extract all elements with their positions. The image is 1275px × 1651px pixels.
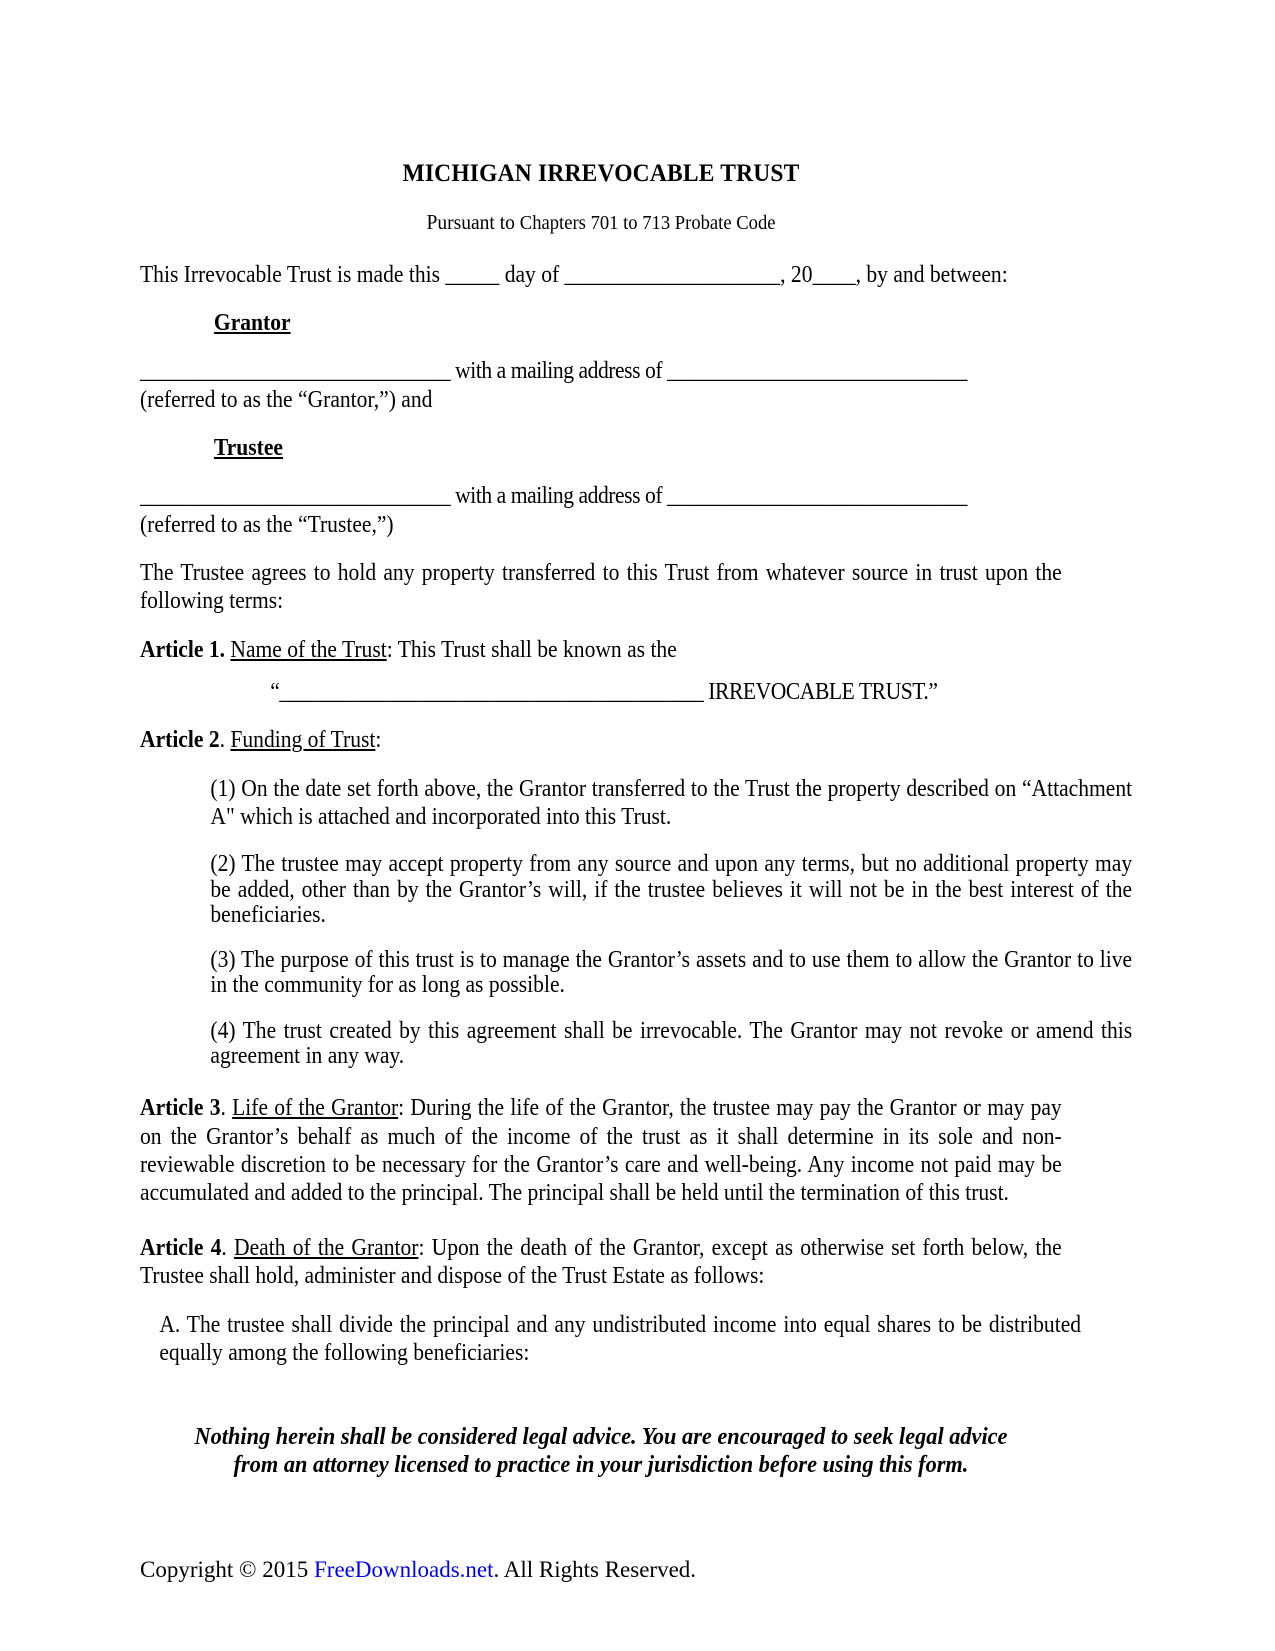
article-2-topic: Funding of Trust <box>230 726 376 754</box>
article-2-label-tail: . <box>219 726 226 754</box>
intro-paragraph: This Irrevocable Trust is made this _____ day of ____________________, 20____, by and between: <box>140 261 1008 288</box>
article-1-label: Article 1. <box>140 635 226 663</box>
article-2-item-3: (3) The purpose of this trust is to manage the Grantor’s assets and to use them to allow the Grantor to live in the community for as long as possible. <box>210 946 1133 999</box>
copyright-prefix: Copyright © 2015 <box>140 1557 315 1582</box>
article-2-item-1: (1) On the date set forth above, the Grantor transferred to the Trust the property described on “Attachment A" which is attached and incorporated into this Trust. <box>210 774 1133 831</box>
article-4-item-a: A. The trustee shall divide the principal and any undistributed income into equal shares to be distributed equally among the following beneficiaries: <box>159 1310 1082 1366</box>
article-4-topic: Death of the Grantor <box>234 1233 419 1261</box>
article-2-lead: : <box>375 726 382 754</box>
article-3-label-tail: . <box>220 1094 226 1122</box>
copyright-suffix: . All Rights Reserved. <box>493 1557 697 1582</box>
legal-disclaimer-line-2: from an attorney licensed to practice in your jurisdiction before using this form. <box>233 1452 969 1479</box>
document-subtitle <box>172 188 1029 235</box>
article-3-topic: Life of the Grantor <box>232 1094 399 1122</box>
article-2-heading <box>140 726 1062 754</box>
subtitle-rest: Chapters 701 to 713 Probate Code <box>519 212 776 234</box>
article-4-paragraph <box>140 1234 1062 1291</box>
grantor-note: (referred to as the “Grantor,”) and <box>140 385 433 413</box>
page-title: MICHIGAN IRREVOCABLE TRUST <box>402 160 800 187</box>
article-2-item-4: (4) The trust created by this agreement shall be irrevocable. The Grantor may not revoke or amend this agreement in any way. <box>210 1016 1133 1069</box>
article-3-paragraph <box>140 1094 1062 1208</box>
freedownloads-link[interactable]: FreeDownloads.net <box>314 1557 494 1582</box>
article-4-label: Article 4 <box>140 1233 222 1261</box>
article-4-label-tail: . <box>221 1233 227 1261</box>
copyright-footer <box>140 1556 696 1584</box>
article-3-lead: : During the life of the Grantor, the trustee may pay the Grantor or may pay on the Grantor’s behalf as much of the income of the trust as it shall determine in its sole and non-reviewable discretion to be necessary for the Grantor’s care and well-being. Any income not paid may be accumulated and added to the principal. The principal shall be held until the termination of this trust. <box>140 1094 1062 1207</box>
document-content <box>140 0 1133 1480</box>
article-1-lead: : This Trust shall be known as the <box>386 635 677 663</box>
trust-name-fill-line[interactable]: “_________________________________________ IRREVOCABLE TRUST.” <box>270 678 938 706</box>
preamble-paragraph: The Trustee agrees to hold any property transferred to this Trust from whatever source in trust upon the following terms: <box>140 559 1062 615</box>
article-2-item-2: (2) The trustee may accept property from any source and upon any terms, but no additional property may be added, other than by the Grantor’s will, if the trustee believes it will not be in the best interest of the beneficiaries. <box>210 850 1133 928</box>
trustee-heading: Trustee <box>213 434 283 462</box>
article-1-heading <box>140 636 1062 664</box>
subtitle-lead: Pursuant to <box>426 210 520 234</box>
article-2-label: Article 2 <box>140 726 220 754</box>
grantor-fill-line[interactable]: ______________________________ with a mailing address of _____________________________ <box>140 357 967 385</box>
trustee-note: (referred to as the “Trustee,”) <box>140 510 394 538</box>
article-4-lead: : Upon the death of the Grantor, except as otherwise set forth below, the Trustee shall hold, administer and dispose of the Trust Estate as follows: <box>140 1233 1062 1290</box>
grantor-heading: Grantor <box>213 309 291 337</box>
article-1-topic: Name of the Trust <box>230 635 387 663</box>
legal-disclaimer-line-1: Nothing herein shall be considered legal advice. You are encouraged to seek legal advice <box>194 1424 1008 1451</box>
article-3-label: Article 3 <box>140 1094 221 1122</box>
trustee-fill-line[interactable]: ______________________________ with a mailing address of _____________________________ <box>140 482 967 510</box>
